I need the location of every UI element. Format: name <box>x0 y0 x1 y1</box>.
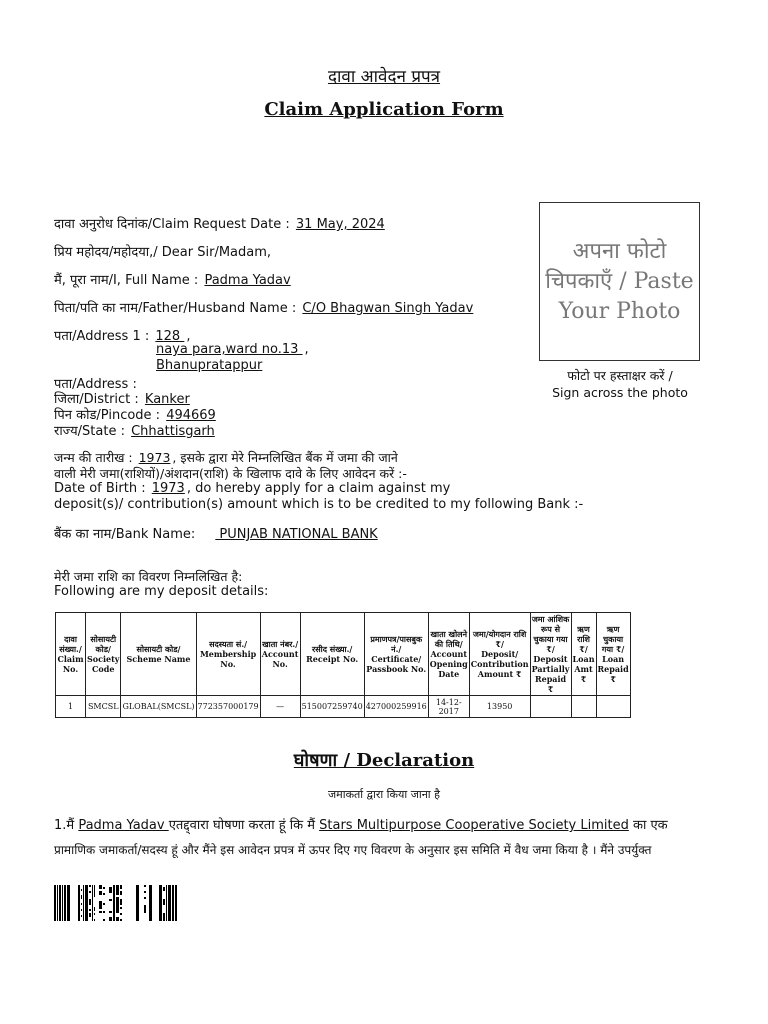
full-name-row <box>54 270 293 288</box>
claim-request-date-value: 31 May, 2024 <box>295 217 385 232</box>
dob-hindi-year: 1973 <box>138 450 171 465</box>
photo-placeholder[interactable] <box>539 202 700 361</box>
dob-english-line2: deposit(s)/ contribution(s) amount which is to be credited to my following Bank :- <box>54 497 584 512</box>
deposit-intro-hindi: मेरी जमा राशि का विवरण निम्नलिखित है: <box>54 569 243 584</box>
dob-hindi-prefix: जन्म की तारीख : <box>54 450 137 465</box>
bank-row <box>54 524 380 542</box>
photo-box-text: अपना फोटो चिपकाएँ / Paste Your Photo <box>545 238 694 324</box>
father-name-value: C/O Bhagwan Singh Yadav <box>302 301 474 316</box>
page-title: Claim Application Form <box>264 99 504 120</box>
dob-english-year: 1973 <box>151 481 185 496</box>
dob-english-line1 <box>54 481 450 496</box>
photo-caption-hindi: फोटो पर हस्ताक्षर करें / <box>567 368 673 383</box>
address1-line2: naya para,ward no.13 <box>156 342 303 357</box>
cell-loan-repaid <box>596 696 630 718</box>
address2-label: पता/Address : <box>54 377 137 392</box>
declaration-line2: प्रामाणिक जमाकर्ता/सदस्य हूं और मैंने इस आवेदन प्रपत्र में ऊपर दिए गए विवरण के अनुसार इस समिति में वैध जमा किया है । मैंने उपर्युक्त <box>54 843 652 857</box>
cell-society-code: SMCSL <box>86 696 121 718</box>
table-header-row <box>56 613 631 696</box>
address1-line1: 128 <box>155 329 185 344</box>
cell-account-no: — <box>260 696 300 718</box>
title-hindi: दावा आवेदन प्रपत्र <box>327 67 441 87</box>
dob-hindi-suffix: , इसके द्वारा मेरे निम्नलिखित बैंक में जमा की जाने <box>172 450 398 465</box>
header-deposit-amount: जमा/योगदान राशि ₹/ Deposit/ Contribution Amount ₹ <box>469 613 530 696</box>
cell-partially-repaid <box>530 696 571 718</box>
claim-request-date-row <box>54 214 387 232</box>
bank-name-value: PUNJAB NATIONAL BANK <box>215 527 378 542</box>
cell-membership-no: 772357000179 <box>196 696 260 718</box>
pincode-value: 494669 <box>166 408 216 423</box>
dob-hindi-line1 <box>54 449 398 466</box>
salutation: प्रिय महोदय/महोदया,/ Dear Sir/Madam, <box>54 245 272 260</box>
header-scheme-name: सोसायटी कोड/ Scheme Name <box>121 613 196 696</box>
cell-opening-date: 14-12-2017 <box>428 696 469 718</box>
declaration-depositor-name: Padma Yadav <box>78 818 169 833</box>
header-opening-date: खाता खोलने की तिथि/ Account Opening Date <box>428 613 469 696</box>
district-value: Kanker <box>144 392 190 407</box>
state-label: राज्य/State : <box>54 424 130 439</box>
full-name-value: Padma Yadav <box>204 273 291 288</box>
header-loan-amount: ऋण राशि ₹/ Loan Amt ₹ <box>571 613 596 696</box>
father-name-row <box>54 298 475 316</box>
header-receipt-no: रसीद संख्या./ Receipt No. <box>300 613 364 696</box>
district-label: जिला/District : <box>54 392 143 407</box>
declaration-subtitle: जमाकर्ता द्वारा किया जाना है <box>328 788 440 801</box>
declaration-prefix: 1.मैं <box>54 818 79 833</box>
header-account-no: खाता नंबर./ Account No. <box>260 613 300 696</box>
declaration-society-name: Stars Multipurpose Cooperative Society Limited <box>319 818 629 833</box>
photo-caption <box>530 367 710 401</box>
deposit-details-table <box>55 612 631 718</box>
address1-line3-row <box>154 358 264 373</box>
photo-caption-english: Sign across the photo <box>552 385 688 400</box>
table-row <box>56 696 631 718</box>
cell-receipt-no: 515007259740 <box>300 696 364 718</box>
address1-row: पता/Address 1 : 128 , <box>54 329 191 344</box>
state-value: Chhattisgarh <box>131 424 215 439</box>
cell-scheme-name: GLOBAL(SMCSL) <box>121 696 196 718</box>
declaration-line1 <box>54 815 702 837</box>
bank-name-label: बैंक का नाम/Bank Name: <box>54 527 196 542</box>
declaration-middle: एतद्द्वारा घोषणा करता हूं कि मैं <box>168 818 320 833</box>
deposit-intro-english: Following are my deposit details: <box>54 584 269 599</box>
pincode-label: पिन कोड/Pincode : <box>54 408 165 423</box>
claim-request-date-label: दावा अनुरोध दिनांक/Claim Request Date : <box>54 217 294 232</box>
cell-certificate-no: 427000259916 <box>364 696 428 718</box>
cell-claim-no: 1 <box>56 696 86 718</box>
father-name-label: पिता/पति का नाम/Father/Husband Name : <box>54 301 301 316</box>
header-loan-repaid: ऋण चुकाया गया ₹/ Loan Repaid ₹ <box>596 613 630 696</box>
dob-english-prefix: Date of Birth : <box>54 481 150 496</box>
dob-hindi-line2: वाली मेरी जमा(राशियों)/अंशदान(राशि) के खिलाफ दावे के लिए आवेदन करें :- <box>54 466 407 481</box>
header-certificate-no: प्रमाणपत्र/पासबुक नं./ Certificate/ Passbook No. <box>364 613 428 696</box>
header-membership-no: सदस्यता सं./ Membership No. <box>196 613 260 696</box>
declaration-suffix: का एक <box>628 818 668 833</box>
cell-deposit-amount: 13950 <box>469 696 530 718</box>
barcode-image <box>54 885 177 921</box>
header-society-code: सोसायटी कोड/ Society Code <box>86 613 121 696</box>
header-partially-repaid: जमा आंशिक रूप से चुकाया गया ₹/ Deposit Partially Repaid ₹ <box>531 614 570 694</box>
declaration-title: घोषणा / Declaration <box>293 750 475 771</box>
cell-loan-amount <box>571 696 596 718</box>
state-row <box>54 421 217 439</box>
address1-line2-row: naya para,ward no.13 , <box>156 342 309 357</box>
dob-english-suffix: , do hereby apply for a claim against my <box>186 481 451 496</box>
full-name-label: मैं, पूरा नाम/I, Full Name : <box>54 273 203 288</box>
address1-line3: Bhanupratappur <box>156 358 263 373</box>
address1-label: पता/Address 1 : <box>54 329 154 344</box>
header-claim-no: दावा संख्या./ Claim No. <box>56 613 86 696</box>
